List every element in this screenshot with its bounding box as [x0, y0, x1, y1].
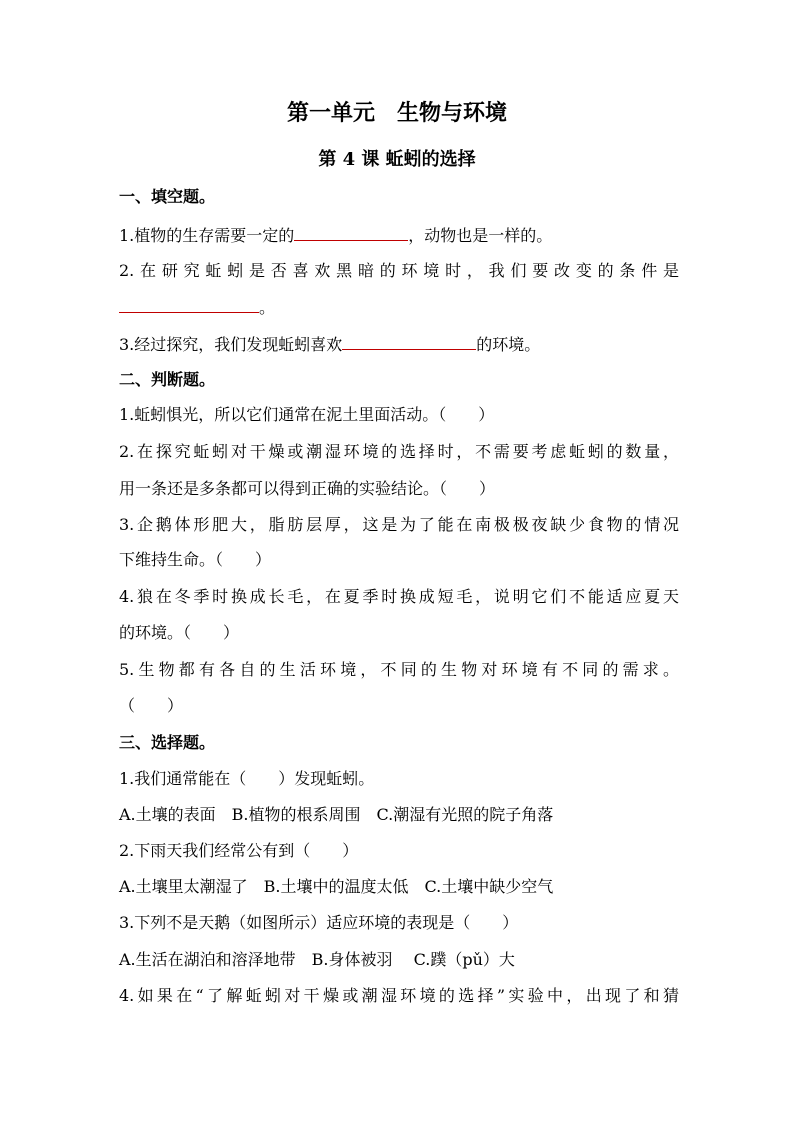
- judge-question-3: 3.企鹅体形肥大，脂肪层厚，这是为了能在南极极夜缺少食物的情况: [119, 515, 679, 534]
- choice-question-2: 2.下雨天我们经常公有到（ ）: [119, 841, 359, 860]
- fill-q2-end: 。: [259, 298, 276, 317]
- judge-question-4: 4.狼在冬季时换成长毛，在夏季时换成短毛，说明它们不能适应夏天: [119, 587, 679, 606]
- answer-blank[interactable]: [294, 222, 408, 241]
- fill-q1-before: 1.植物的生存需要一定的: [119, 226, 295, 245]
- choice-question-2-options: A.土壤里太潮湿了 B.土壤中的温度太低 C.土壤中缺少空气: [119, 877, 554, 896]
- unit-title: 第一单元 生物与环境: [286, 100, 507, 126]
- choice-question-1: 1.我们通常能在（ ）发现蚯蚓。: [119, 769, 375, 788]
- judge-question-3-cont: 下维持生命。（ ）: [119, 550, 272, 569]
- choice-question-1-options: A.土壤的表面 B.植物的根系周围 C.潮湿有光照的院子角落: [119, 805, 554, 824]
- fill-q1-after: ，动物也是一样的。: [408, 226, 553, 245]
- section2-heading: 二、判断题。: [119, 370, 216, 389]
- answer-blank[interactable]: [342, 331, 476, 350]
- fill-q3-after: 的环境。: [476, 335, 541, 354]
- choice-question-3: 3.下列不是天鹅（如图所示）适应环境的表现是（ ）: [119, 913, 519, 932]
- fill-q3-before: 3.经过探究，我们发现蚯蚓喜欢: [119, 335, 343, 354]
- judge-question-5: 5.生物都有各自的生活环境，不同的生物对环境有不同的需求。: [119, 660, 679, 679]
- section1-heading: 一、填空题。: [119, 187, 216, 206]
- fill-question-2: 2.在研究蚯蚓是否喜欢黑暗的环境时，我们要改变的条件是: [119, 261, 679, 280]
- fill-question-3: [119, 331, 679, 357]
- lesson-title: 第 4 课 蚯蚓的选择: [318, 149, 476, 170]
- judge-question-4-cont: 的环境。（ ）: [119, 623, 240, 642]
- judge-question-2: 2.在探究蚯蚓对干燥或潮湿环境的选择时，不需要考虑蚯蚓的数量，: [119, 442, 679, 461]
- choice-question-4: 4.如果在“了解蚯蚓对干燥或潮湿环境的选择”实验中，出现了和猜: [119, 986, 679, 1005]
- answer-blank[interactable]: [119, 294, 259, 313]
- fill-question-2-cont: [119, 294, 679, 320]
- section3-heading: 三、选择题。: [119, 733, 216, 752]
- judge-question-5-cont: （ ）: [119, 696, 184, 715]
- judge-question-1: 1.蚯蚓惧光，所以它们通常在泥土里面活动。（ ）: [119, 405, 495, 424]
- fill-question-1: [119, 222, 679, 248]
- choice-question-3-options: A.生活在湖泊和溶泽地带 B.身体被羽 C.蹼（pǔ）大: [119, 950, 515, 969]
- judge-question-2-cont: 用一条还是多条都可以得到正确的实验结论。（ ）: [119, 479, 496, 498]
